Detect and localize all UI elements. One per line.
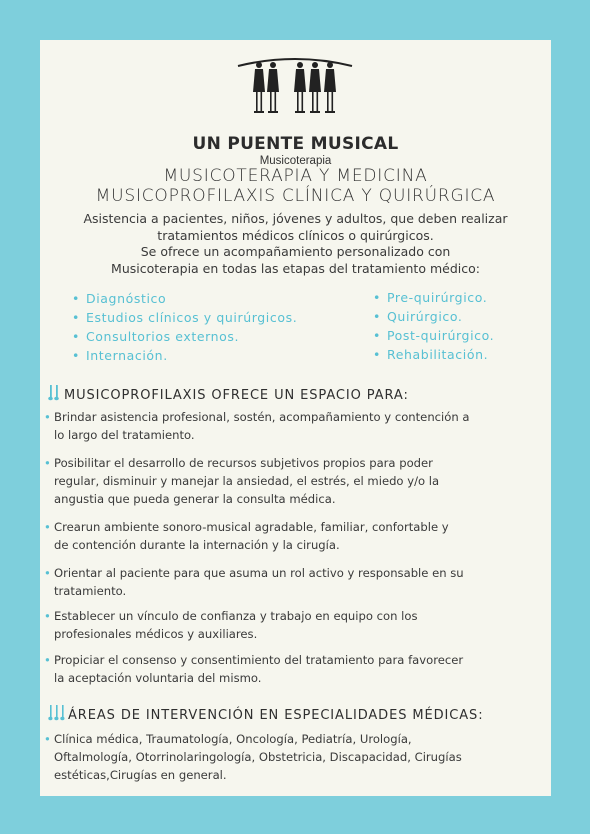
list-item [46,454,546,508]
bullet-dot-icon: • [44,609,51,623]
music-notes-icon [48,384,62,406]
heading-line-1: MUSICOTERAPIA Y MEDICINA [163,166,428,186]
section-title-text: MUSICOPROFILAXIS OFRECE UN ESPACIO PARA: [64,388,409,403]
music-notes-icon [48,704,66,726]
heading-line-2: MUSICOPROFILAXIS CLÍNICA Y QUIRÚRGICA [95,186,496,206]
flyer-card [40,40,551,796]
item-line: angustia que pueda generar la consulta médica. [54,492,336,506]
stage-item: • Consultorios externos. [72,327,297,346]
stage-item: • Internación. [72,346,297,365]
item-line: regular, disminuir y manejar la ansiedad, el estrés, el miedo y/o la [54,474,440,488]
section-title-musicoprofilaxis [48,384,548,406]
intro-line: Se ofrece un acompañamiento personalizado con [140,244,451,259]
intro-line: Musicoterapia en todas las etapas del tratamiento médico: [111,260,480,276]
list-item [46,730,546,784]
item-line: estéticas,Cirugías en general. [54,768,227,782]
section-title-areas [48,704,548,726]
bullet-dot-icon: • [44,566,51,580]
logo-title: UN PUENTE MUSICAL [192,134,399,154]
stages-right-list [373,288,494,364]
item-line: tratamiento. [54,584,127,598]
item-line: Oftalmología, Otorrinolaringología, Obstetricia, Discapacidad, Cirugías [54,750,462,764]
list-item [46,607,546,643]
bullet-dot-icon: • [44,520,51,534]
item-line: Propiciar el consenso y consentimiento del tratamiento para favorecer [54,653,464,667]
bullet-dot-icon: • [44,653,51,667]
item-line: Crearun ambiente sonoro-musical agradable, familiar, confortable y [54,520,449,534]
intro-line: Asistencia a pacientes, niños, jóvenes y adultos, que deben realizar [83,211,508,226]
bullet-dot-icon: • [44,732,51,746]
bullet-dot-icon: • [44,456,51,470]
item-line: de contención durante la internación y la cirugía. [54,538,340,552]
item-line: Brindar asistencia profesional, sostén, acompañamiento y contención a [54,410,470,424]
stage-item: • Post-quirúrgico. [373,326,494,345]
stage-item: • Pre-quirúrgico. [373,288,494,307]
stage-item: • Diagnóstico [72,289,297,308]
item-line: profesionales médicos y auxiliares. [54,627,258,641]
stage-item: • Quirúrgico. [373,307,494,326]
item-line: Orientar al paciente para que asuma un rol activo y responsable en su [54,566,464,580]
item-line: Clínica médica, Traumatología, Oncología, Pediatría, Urología, [54,732,412,746]
section-title-text: ÁREAS DE INTERVENCIÓN EN ESPECIALIDADES MÉDICAS: [68,708,484,723]
list-item [46,518,546,554]
list-item [46,651,546,687]
logo-subtitle: Musicoterapia [259,155,332,167]
list-item [46,408,546,444]
stage-item: • Estudios clínicos y quirúrgicos. [72,308,297,327]
intro-line: tratamientos médicos clínicos o quirúrgicos. [157,227,434,243]
logo-figures-bridge-icon [40,54,551,134]
stage-item: • Rehabilitación. [373,345,494,364]
list-item [46,564,546,600]
bullet-dot-icon: • [44,410,51,424]
logo [40,54,551,167]
stages-left-list [72,289,297,365]
intro-text [40,211,551,277]
item-line: lo largo del tratamiento. [54,428,195,442]
item-line: Establecer un vínculo de confianza y trabajo en equipo con los [54,609,418,623]
item-line: la aceptación voluntaria del mismo. [54,671,262,685]
item-line: Posibilitar el desarrollo de recursos subjetivos propios para poder [54,456,433,470]
